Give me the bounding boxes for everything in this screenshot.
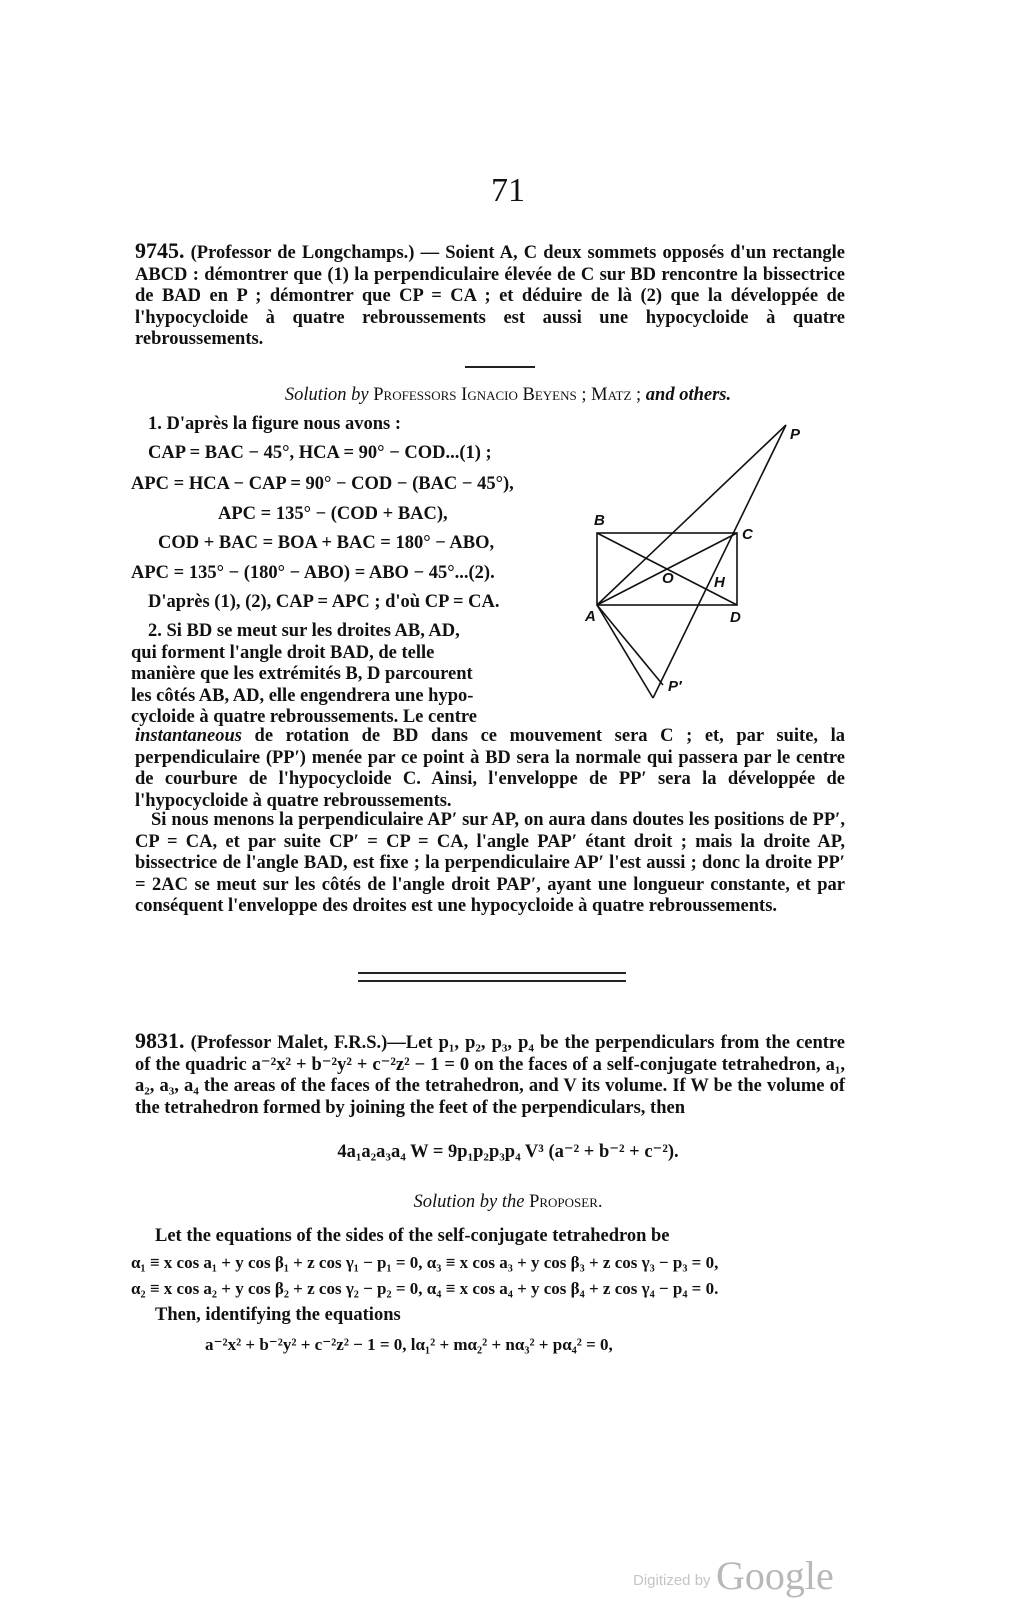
- line-ap: [597, 425, 786, 605]
- label-a: A: [585, 608, 596, 625]
- line-ap-prime: [597, 605, 653, 698]
- label-h: H: [714, 574, 725, 591]
- solution-label: Solution by: [284, 385, 369, 405]
- label-d: D: [730, 609, 741, 626]
- label-c: C: [742, 526, 753, 543]
- page-number: 71: [491, 172, 525, 209]
- solution-tail: and others.: [645, 385, 732, 405]
- label-p-prime: P′: [668, 678, 682, 695]
- solution-continuation: [135, 726, 845, 812]
- solution-author-2: Proposer.: [529, 1192, 603, 1212]
- digitized-by-text: Digitized by: [633, 1572, 711, 1589]
- then-line: Then, identifying the equations: [155, 1305, 401, 1325]
- geometry-figure: [578, 415, 818, 715]
- solution-authors: Professors Ignacio Beyens ; Matz ;: [373, 385, 642, 405]
- solution-intro: Let the equations of the sides of the self-conjugate tetrahedron be: [155, 1226, 670, 1246]
- sol-line-1: 1. D'après la figure nous avons :: [148, 414, 402, 434]
- sol-line-4: APC = 135° − (COD + BAC),: [218, 504, 448, 524]
- equation-line-2: α₂ ≡ x cos a₂ + y cos β₂ + z cos γ₂ − p₂ = 0, α₄ ≡ x cos a₄ + y cos β₄ + z cos γ₄ − p₄ = 0.: [131, 1279, 719, 1298]
- problem-9745: [135, 240, 845, 351]
- equation-line-1: α₁ ≡ x cos a₁ + y cos β₁ + z cos γ₁ − p₁ = 0, α₃ ≡ x cos a₃ + y cos β₃ + z cos γ₃ − p₃ = 0,: [131, 1253, 719, 1272]
- problem-text-2: (Professor Malet, F.R.S.)—Let p₁, p₂, p₃, p₄ be the perpendiculars from the centre of the quadric a⁻²x² + b⁻²y² + c⁻²z² − 1 = 0 on the faces of a self-conjugate tetrahedron, a₁, a₂, a₃, a₄ the areas of the faces of the tetrahedron, and V its volume. If W be the volume of the tetrahedron formed by joining the feet of the perpendiculars, then: [135, 1033, 845, 1118]
- label-o: O: [662, 570, 674, 587]
- google-logo: Google: [716, 1553, 834, 1598]
- line-a-extra: [597, 605, 663, 685]
- main-equation: 4a₁a₂a₃a₄ W = 9p₁p₂p₃p₄ V³ (a⁻² + b⁻² + c⁻²).: [337, 1142, 679, 1162]
- problem-9831: [135, 1030, 845, 1119]
- sol-line-8: 2. Si BD se meut sur les droites AB, AD,: [148, 621, 460, 641]
- label-b: B: [594, 512, 605, 529]
- short-rule: [465, 366, 535, 368]
- line-pp-prime: [653, 425, 786, 698]
- problem-text: (Professor de Longchamps.) — Soient A, C deux sommets opposés d'un rectangle ABCD : démontrer que (1) la perpendiculaire élevée de C sur BD rencontre la bissectrice de BAD en P ; démontrer que CP = CA ; et déduire de là (2) que la développée de l'hypocycloide à quatre rebroussements est aussi une hypocycloide à quatre rebroussements.: [135, 243, 846, 350]
- solution-heading-2: [0, 1192, 1016, 1214]
- sol-line-2: CAP = BAC − 45°, HCA = 90° − COD...(1) ;: [148, 443, 492, 463]
- sol-line-12: cycloide à quatre rebroussements. Le centre: [131, 707, 477, 727]
- continuation-text: de rotation de BD dans ce mouvement sera C ; et, par suite, la perpendiculaire (PP′) menée par ce point à BD sera la normale qui passera par le centre de courbure de l'hypocycloide C. Ainsi, l'enveloppe de PP′ sera la développée de l'hypocycloide à quatre rebroussements.: [135, 726, 846, 811]
- sol-line-5: COD + BAC = BOA + BAC = 180° − ABO,: [158, 533, 495, 553]
- equation-line-3: a⁻²x² + b⁻²y² + c⁻²z² − 1 = 0, lα₁² + mα₂² + nα₃² + pα₄² = 0,: [205, 1335, 613, 1354]
- sol-line-10: manière que les extrémités B, D parcourent: [131, 664, 473, 684]
- solution-label-2: Solution by the: [413, 1192, 525, 1212]
- sol-line-11: les côtés AB, AD, elle engendrera une hypo-: [131, 686, 474, 706]
- solution-paragraph-2: Si nous menons la perpendiculaire AP′ sur AP, on aura dans doutes les positions de PP′, CP = CA, et par suite CP′ = CP = CA, l'angle PAP′ étant droit ; mais la droite AP, bissectrice de l'angle BAD, est fixe ; la perpendiculaire AP′ l'est aussi ; donc la droite PP′ = 2AC se meut sur les côtés de l'angle droit PAP′, ayant une longueur constante, et par conséquent l'enveloppe des droites est une hypocycloide à quatre rebroussements.: [135, 810, 845, 917]
- problem-number-2: 9831.: [135, 1028, 185, 1053]
- sol-line-6: APC = 135° − (180° − ABO) = ABO − 45°...(2).: [131, 563, 495, 583]
- solution-heading-1: [0, 385, 1016, 407]
- sol-line-3: APC = HCA − CAP = 90° − COD − (BAC − 45°),: [131, 474, 514, 494]
- double-rule-bottom: [358, 980, 626, 982]
- italic-word: instantaneous: [135, 726, 242, 746]
- double-rule-top: [358, 972, 626, 974]
- sol-line-9: qui forment l'angle droit BAD, de telle: [131, 643, 435, 663]
- label-p: P: [790, 426, 801, 443]
- problem-number: 9745.: [135, 238, 185, 263]
- sol-line-7: D'après (1), (2), CAP = APC ; d'où CP = CA.: [148, 592, 500, 612]
